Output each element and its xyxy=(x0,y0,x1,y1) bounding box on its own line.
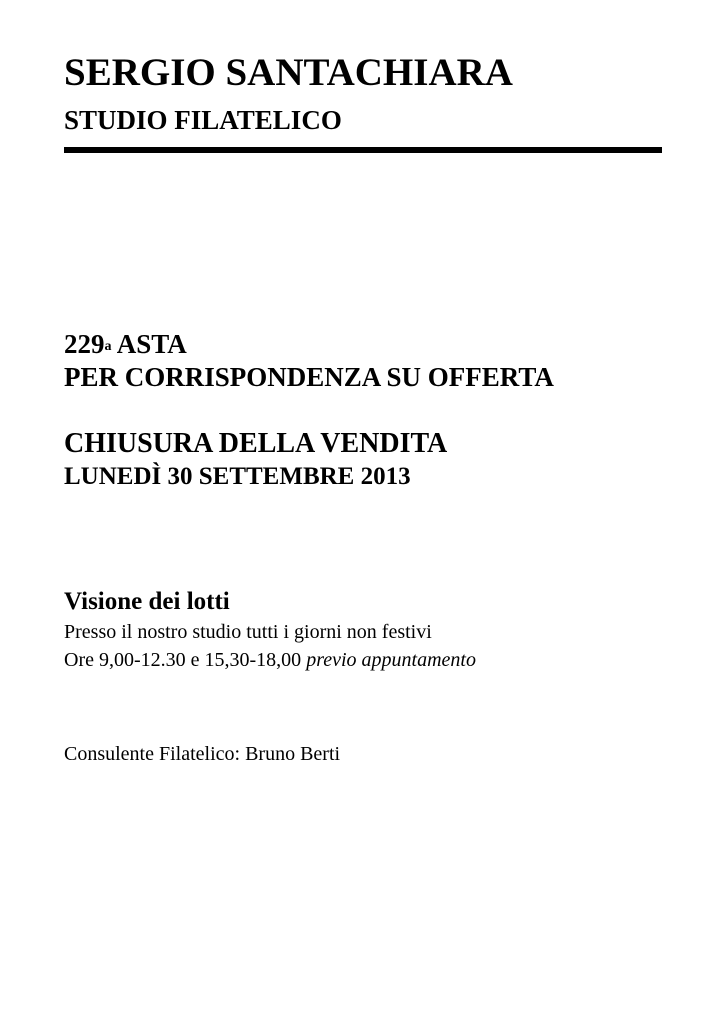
consultant-line: Consulente Filatelico: Bruno Berti xyxy=(64,743,341,765)
viewing-hours: Ore 9,00-12.30 e 15,30-18,00 xyxy=(64,649,302,671)
viewing-section xyxy=(64,586,476,674)
viewing-title: Visione dei lotti xyxy=(64,588,230,615)
closing-section xyxy=(64,427,447,493)
auction-subtitle: PER CORRISPONDENZA SU OFFERTA xyxy=(64,362,554,392)
auction-title-line xyxy=(64,328,554,361)
auction-number: 229 xyxy=(64,329,105,359)
auction-heading xyxy=(64,328,554,394)
viewing-note: previo appuntamento xyxy=(306,649,476,671)
closing-date: LUNEDÌ 30 SETTEMBRE 2013 xyxy=(64,463,411,490)
header-divider xyxy=(64,147,662,153)
closing-title: CHIUSURA DELLA VENDITA xyxy=(64,428,448,459)
viewing-location: Presso il nostro studio tutti i giorni non festivi xyxy=(64,621,432,643)
company-subtitle: STUDIO FILATELICO xyxy=(64,105,342,135)
viewing-hours-line xyxy=(64,646,476,674)
company-name: SERGIO SANTACHIARA xyxy=(64,51,513,94)
auction-title: ASTA xyxy=(116,329,187,359)
auction-ordinal-suffix: a xyxy=(104,339,112,354)
